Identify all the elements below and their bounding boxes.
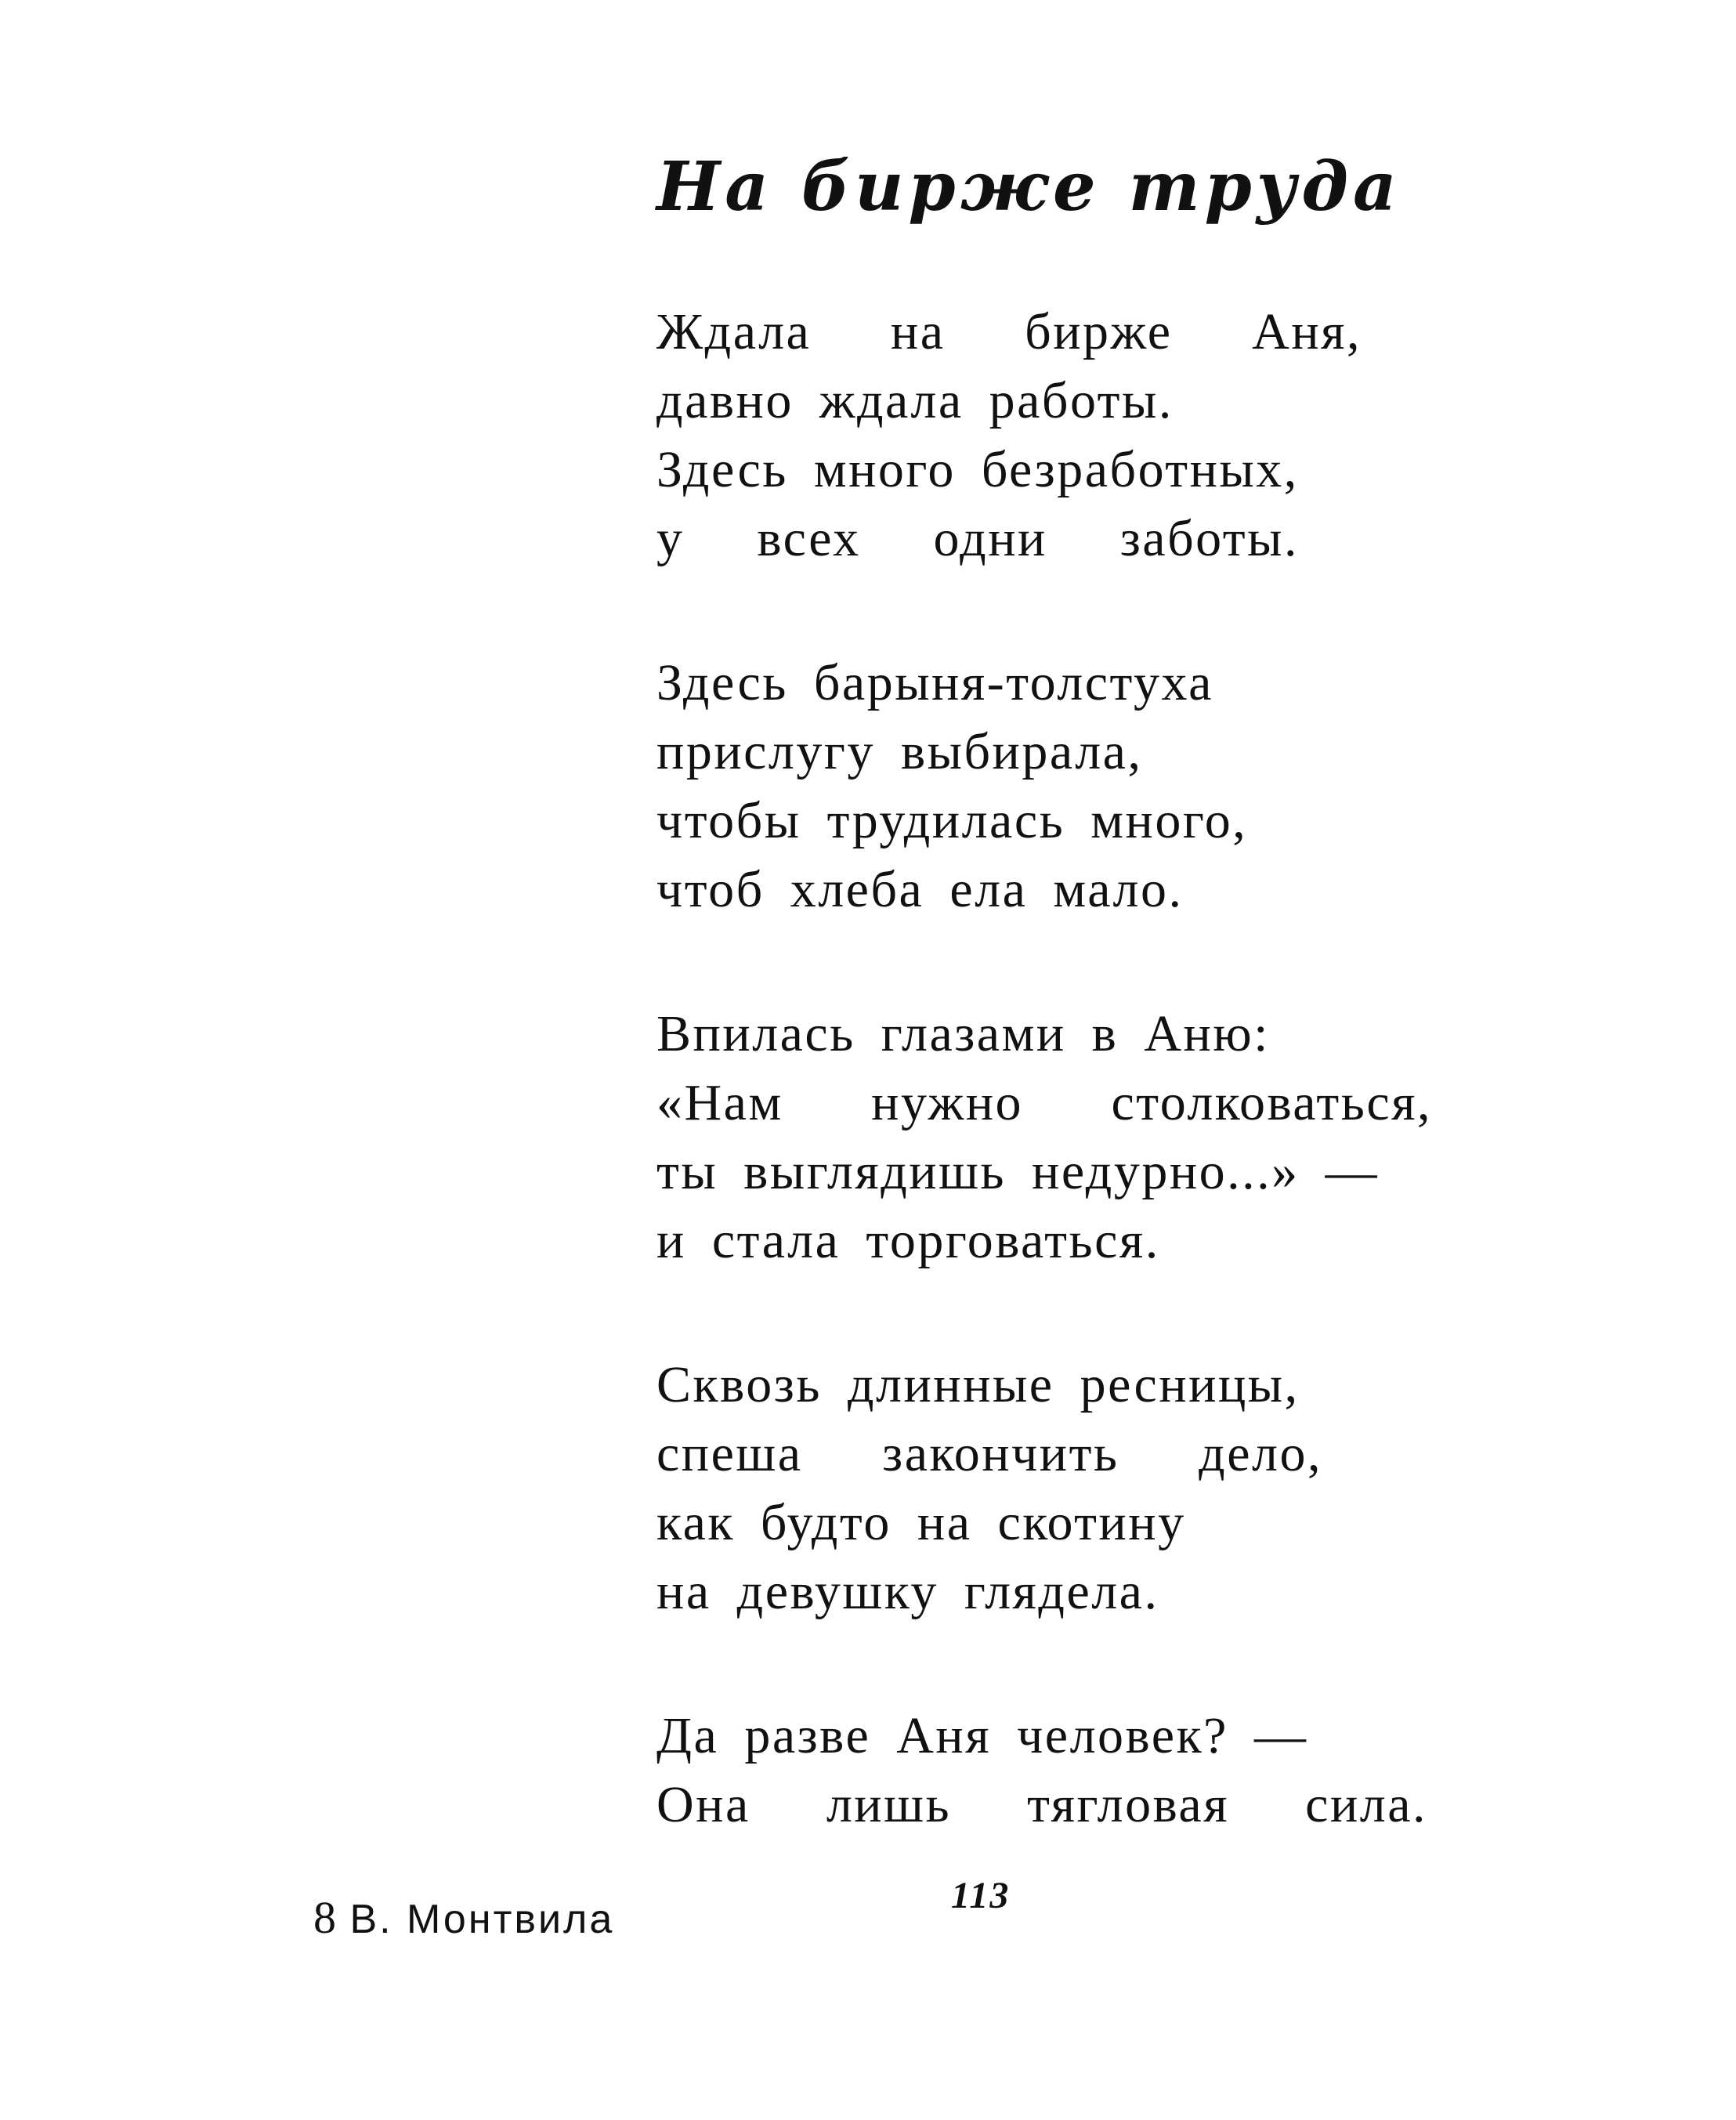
stanza-1 — [656, 298, 1456, 573]
poem-line: Здесь много безработных, — [656, 441, 1299, 498]
sheet-number: 8 — [313, 1892, 336, 1943]
poem-line: чтоб хлеба ела мало. — [656, 861, 1184, 918]
signature-mark — [313, 1891, 614, 1944]
poem-line: как будто на скотину — [656, 1494, 1186, 1551]
poem-line: и стала торговаться. — [656, 1212, 1160, 1269]
poem-line: давно ждала работы. — [656, 372, 1174, 429]
poem-line: у всех одни заботы. — [656, 510, 1299, 567]
poem-line: спеша закончить дело, — [656, 1425, 1322, 1482]
poem-line: чтобы трудилась много, — [656, 792, 1248, 849]
poem-line: прислугу выбирала, — [656, 723, 1143, 780]
poem-line: Сквозь длинные ресницы, — [656, 1356, 1300, 1413]
stanza-2 — [656, 649, 1456, 924]
poem-line: Ждала на бирже Аня, — [656, 303, 1362, 360]
poem-line: Она лишь тягловая сила. — [656, 1776, 1427, 1833]
poem-line: Здесь барыня-толстуха — [656, 654, 1213, 711]
page-number: 113 — [951, 1875, 1011, 1916]
poem-title: На бирже труда — [656, 147, 1401, 226]
poem-body — [656, 298, 1456, 1915]
stanza-5 — [656, 1702, 1456, 1840]
poem-line: на девушку глядела. — [656, 1563, 1159, 1620]
stanza-3 — [656, 1000, 1456, 1275]
poem-line: Впилась глазами в Аню: — [656, 1005, 1270, 1062]
poem-line: «Нам нужно столковаться, — [656, 1074, 1432, 1131]
stanza-4 — [656, 1351, 1456, 1626]
poem-line: ты выглядишь недурно...» — — [656, 1143, 1380, 1200]
poem-line: Да разве Аня человек? — — [656, 1707, 1308, 1764]
signature-author: В. Монтвила — [349, 1897, 615, 1942]
